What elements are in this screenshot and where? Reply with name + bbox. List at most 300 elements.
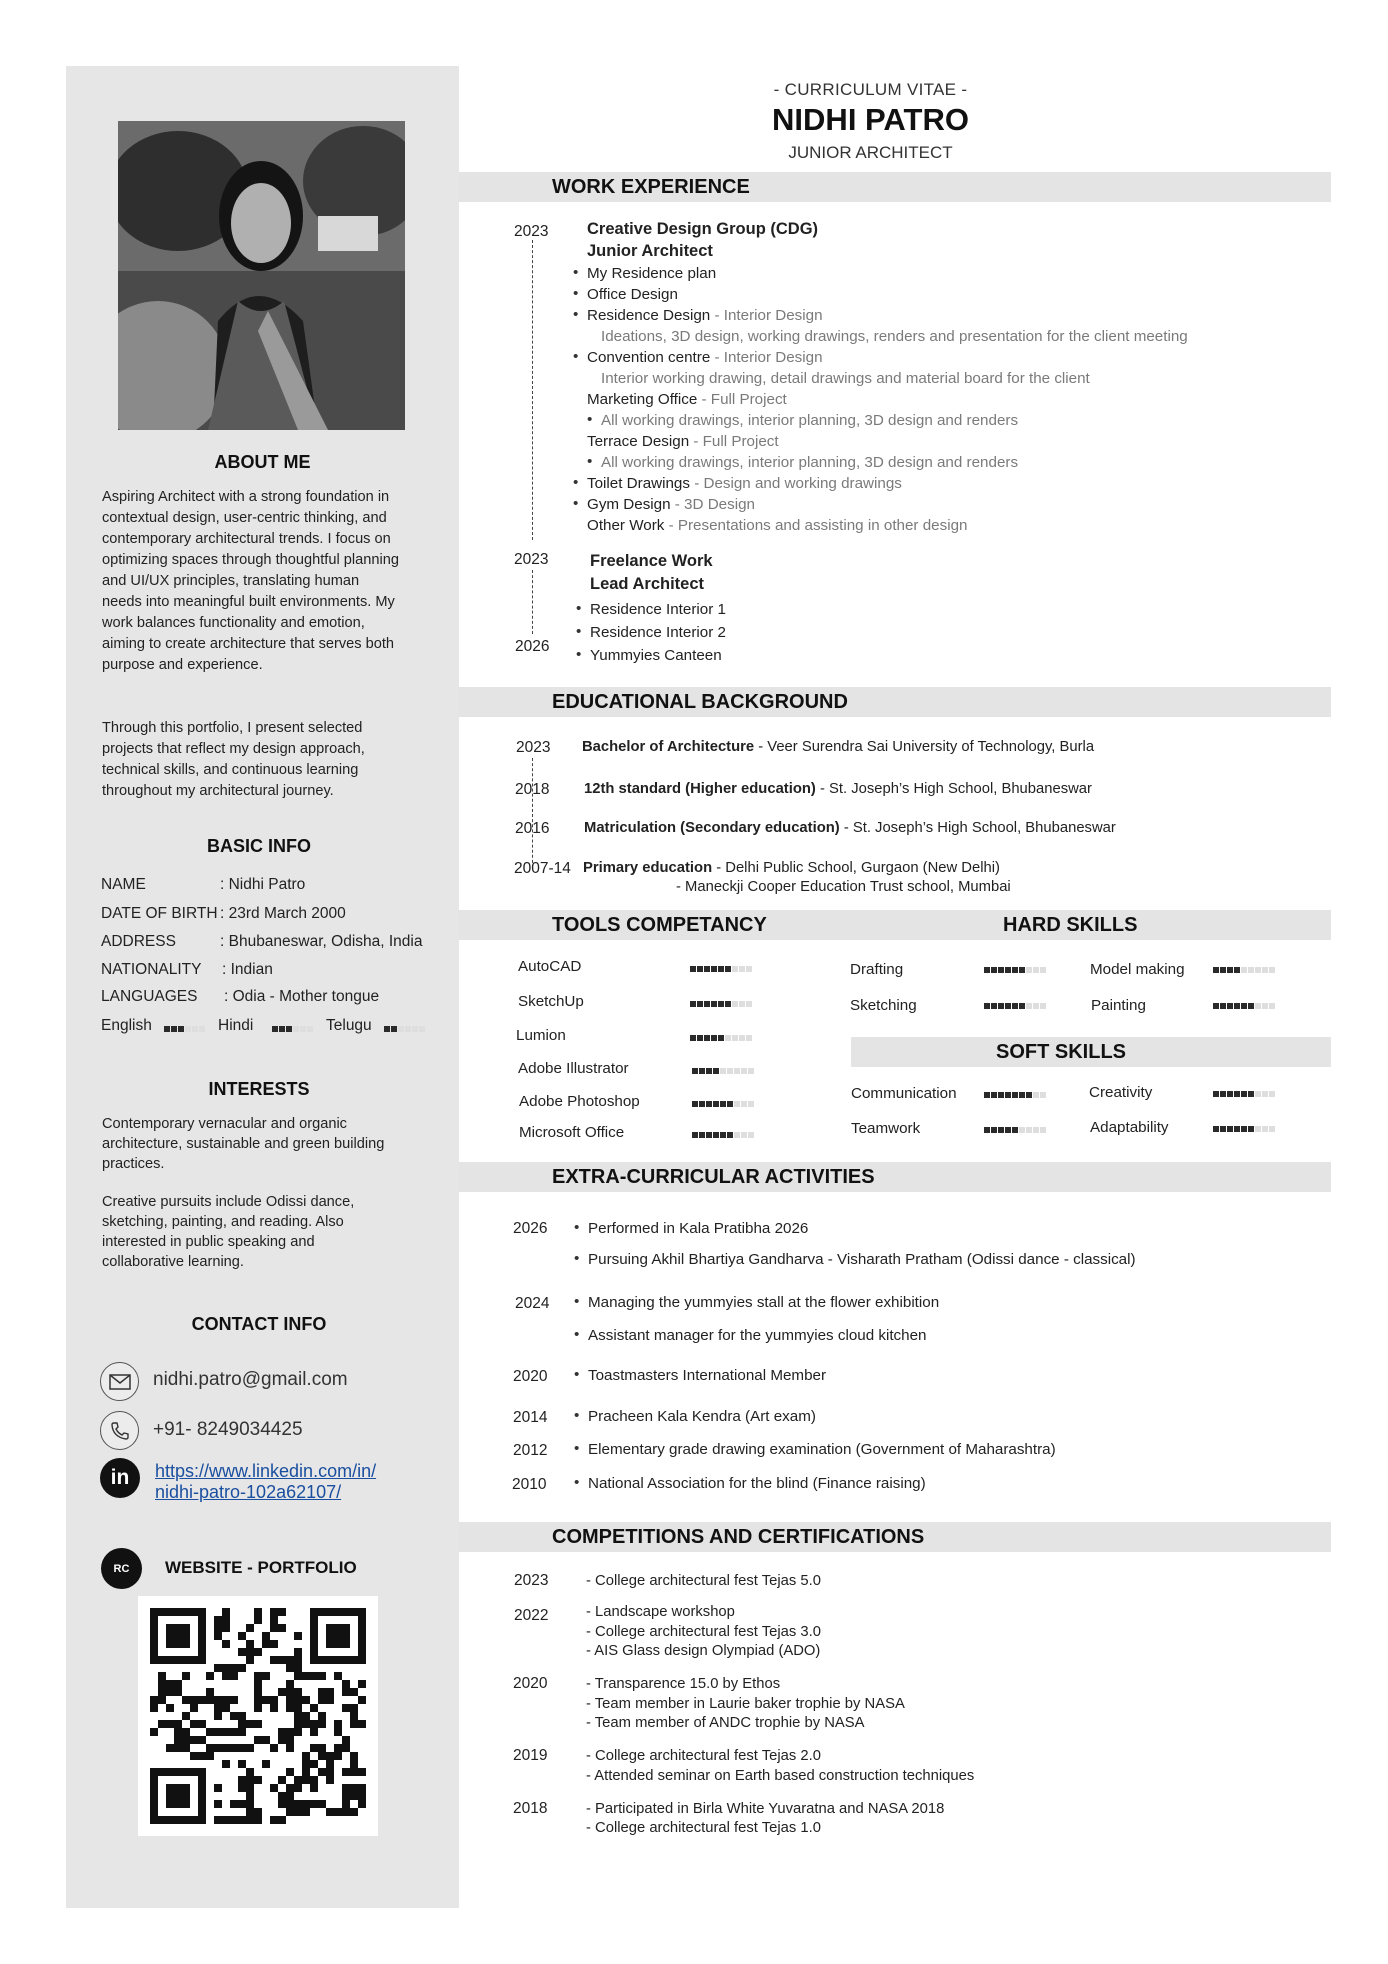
qr-module bbox=[350, 1712, 358, 1720]
qr-module bbox=[222, 1728, 230, 1736]
work-item bbox=[587, 496, 755, 513]
qr-module bbox=[166, 1744, 174, 1752]
qr-module bbox=[350, 1704, 358, 1712]
skill-bar-segment bbox=[1040, 967, 1046, 973]
candidate-role: JUNIOR ARCHITECT bbox=[788, 143, 953, 162]
qr-module bbox=[294, 1720, 302, 1728]
skill-bar-segment bbox=[1033, 967, 1039, 973]
skill-bar-segment bbox=[711, 1035, 717, 1041]
qr-module bbox=[262, 1640, 270, 1648]
qr-module bbox=[158, 1688, 166, 1696]
qr-module bbox=[342, 1792, 350, 1800]
tool-label: Adobe Illustrator bbox=[518, 1060, 629, 1077]
skill-bar-segment bbox=[419, 1026, 425, 1032]
skill-bar-segment bbox=[1012, 967, 1018, 973]
comp-line: - College architectural fest Tejas 1.0 bbox=[586, 1820, 821, 1836]
qr-module bbox=[254, 1816, 262, 1824]
qr-module bbox=[310, 1672, 318, 1680]
qr-module bbox=[286, 1680, 294, 1688]
skill-bar-segment bbox=[690, 1001, 696, 1007]
skill-bar-segment bbox=[1033, 1003, 1039, 1009]
qr-module bbox=[286, 1768, 294, 1776]
qr-module bbox=[262, 1696, 270, 1704]
qr-module bbox=[198, 1656, 206, 1664]
qr-module bbox=[286, 1808, 294, 1816]
qr-module bbox=[302, 1808, 310, 1816]
work-item-note: • All working drawings, interior planning, 3D design and renders bbox=[601, 412, 1018, 429]
skill-bar-segment bbox=[1220, 967, 1226, 973]
work-job2-year-start: 2023 bbox=[514, 551, 549, 568]
qr-module bbox=[254, 1736, 262, 1744]
extra-item: • Elementary grade drawing examination (Government of Maharashtra) bbox=[588, 1441, 1056, 1458]
qr-module bbox=[222, 1760, 230, 1768]
tool-bar bbox=[692, 1101, 755, 1107]
qr-module bbox=[150, 1728, 158, 1736]
qr-module bbox=[254, 1616, 262, 1624]
qr-module bbox=[238, 1816, 246, 1824]
basic-value-address: : Bhubaneswar, Odisha, India bbox=[220, 933, 423, 950]
qr-module bbox=[198, 1608, 206, 1616]
qr-module bbox=[342, 1800, 350, 1808]
edu-row bbox=[583, 860, 1000, 876]
skill-bar-segment bbox=[300, 1026, 306, 1032]
work-job2-company: Freelance Work bbox=[590, 552, 713, 570]
qr-module bbox=[246, 1784, 254, 1792]
qr-module bbox=[222, 1816, 230, 1824]
lang-hindi-bar bbox=[272, 1026, 314, 1032]
skill-bar-segment bbox=[1026, 967, 1032, 973]
extra-item: • Performed in Kala Pratibha 2026 bbox=[588, 1220, 808, 1237]
skill-bar-segment bbox=[984, 1092, 990, 1098]
comp-line: - Team member in Laurie baker trophie by NASA bbox=[586, 1696, 905, 1712]
skill-bar-segment bbox=[1227, 1091, 1233, 1097]
edu-institution: - Delhi Public School, Gurgaon (New Delhi) bbox=[712, 860, 1000, 876]
portfolio-qr-code[interactable] bbox=[138, 1596, 378, 1836]
skill-bar-segment bbox=[739, 1001, 745, 1007]
work-item bbox=[587, 349, 823, 366]
work-item bbox=[587, 265, 716, 282]
qr-module bbox=[150, 1616, 158, 1624]
skill-bar-segment bbox=[734, 1068, 740, 1074]
skill-bar-segment bbox=[746, 1035, 752, 1041]
skill-bar-segment bbox=[1227, 1126, 1233, 1132]
skill-bar-segment bbox=[1033, 1127, 1039, 1133]
qr-module bbox=[294, 1696, 302, 1704]
skill-bar-segment bbox=[706, 1068, 712, 1074]
hard-skill-bar bbox=[984, 967, 1047, 973]
hard-skill-label: Drafting bbox=[850, 961, 904, 978]
qr-module bbox=[302, 1760, 310, 1768]
skill-bar-segment bbox=[1213, 1091, 1219, 1097]
skill-bar-segment bbox=[991, 1127, 997, 1133]
qr-module bbox=[166, 1800, 174, 1808]
qr-module bbox=[150, 1800, 158, 1808]
qr-module bbox=[262, 1632, 270, 1640]
qr-module bbox=[206, 1744, 214, 1752]
qr-module bbox=[310, 1704, 318, 1712]
work-item: • Yummyies Canteen bbox=[590, 647, 722, 664]
qr-module bbox=[294, 1808, 302, 1816]
work-item-note: • All working drawings, interior planning, 3D design and renders bbox=[601, 454, 1018, 471]
skill-bar-segment bbox=[1248, 1003, 1254, 1009]
qr-module bbox=[182, 1768, 190, 1776]
qr-module bbox=[246, 1800, 254, 1808]
qr-module bbox=[342, 1656, 350, 1664]
qr-module bbox=[358, 1768, 366, 1776]
tools-title: TOOLS COMPETANCY bbox=[552, 914, 767, 936]
skill-bar-segment bbox=[727, 1101, 733, 1107]
work-item-main: Convention centre bbox=[587, 349, 711, 366]
skill-bar-segment bbox=[1040, 1127, 1046, 1133]
qr-module bbox=[182, 1624, 190, 1632]
qr-module bbox=[302, 1672, 310, 1680]
skill-bar-segment bbox=[1220, 1091, 1226, 1097]
qr-module bbox=[286, 1784, 294, 1792]
work-item-main: Gym Design bbox=[587, 496, 671, 513]
qr-module bbox=[310, 1720, 318, 1728]
qr-module bbox=[302, 1752, 310, 1760]
skill-bar-segment bbox=[1019, 1003, 1025, 1009]
skill-bar-segment bbox=[1255, 1126, 1261, 1132]
qr-module bbox=[310, 1608, 318, 1616]
skill-bar-segment bbox=[1248, 1091, 1254, 1097]
skill-bar-segment bbox=[1248, 1126, 1254, 1132]
qr-module bbox=[350, 1688, 358, 1696]
qr-module bbox=[214, 1712, 222, 1720]
skill-bar-segment bbox=[178, 1026, 184, 1032]
qr-module bbox=[190, 1696, 198, 1704]
edu-row bbox=[582, 739, 1094, 755]
qr-module bbox=[182, 1816, 190, 1824]
edu-degree: 12th standard (Higher education) bbox=[584, 781, 816, 797]
work-item bbox=[587, 391, 787, 408]
qr-module bbox=[174, 1656, 182, 1664]
qr-module bbox=[198, 1632, 206, 1640]
qr-module bbox=[198, 1784, 206, 1792]
work-item-main: Residence Design bbox=[587, 307, 711, 324]
qr-module bbox=[342, 1680, 350, 1688]
qr-module bbox=[326, 1624, 334, 1632]
skill-bar-segment bbox=[697, 1001, 703, 1007]
comp-line: - Attended seminar on Earth based construction techniques bbox=[586, 1768, 975, 1784]
qr-module bbox=[326, 1656, 334, 1664]
qr-module bbox=[158, 1720, 166, 1728]
edu-degree: Matriculation (Secondary education) bbox=[584, 820, 840, 836]
extra-curricular-title: EXTRA-CURRICULAR ACTIVITIES bbox=[552, 1166, 875, 1188]
skill-bar-segment bbox=[732, 1035, 738, 1041]
comp-line: - Landscape workshop bbox=[586, 1604, 735, 1620]
qr-module bbox=[294, 1648, 302, 1656]
qr-module bbox=[182, 1784, 190, 1792]
website-portfolio-label: WEBSITE - PORTFOLIO bbox=[165, 1558, 357, 1577]
skill-bar-segment bbox=[690, 1035, 696, 1041]
qr-module bbox=[326, 1776, 334, 1784]
basic-label-address: ADDRESS bbox=[101, 933, 176, 950]
qr-module bbox=[310, 1784, 318, 1792]
work-experience-header bbox=[459, 172, 1331, 202]
qr-module bbox=[278, 1776, 286, 1784]
qr-module bbox=[350, 1760, 358, 1768]
skill-bar-segment bbox=[1213, 967, 1219, 973]
qr-module bbox=[150, 1632, 158, 1640]
qr-module bbox=[326, 1608, 334, 1616]
skill-bar-segment bbox=[741, 1132, 747, 1138]
qr-module bbox=[270, 1816, 278, 1824]
qr-module bbox=[190, 1704, 198, 1712]
skill-bar-segment bbox=[734, 1101, 740, 1107]
qr-module bbox=[158, 1608, 166, 1616]
comp-year: 2020 bbox=[513, 1675, 548, 1692]
qr-module bbox=[326, 1760, 334, 1768]
tool-bar bbox=[692, 1068, 755, 1074]
qr-module bbox=[190, 1656, 198, 1664]
edu-degree: Bachelor of Architecture bbox=[582, 739, 755, 755]
skill-bar-segment bbox=[706, 1132, 712, 1138]
skill-bar-segment bbox=[1026, 1003, 1032, 1009]
qr-module bbox=[270, 1784, 278, 1792]
soft-skill-bar bbox=[1213, 1091, 1276, 1097]
qr-module bbox=[350, 1808, 358, 1816]
work-item-sub: - Full Project bbox=[697, 391, 787, 408]
skill-bar-segment bbox=[1220, 1003, 1226, 1009]
soft-skill-label: Teamwork bbox=[851, 1120, 921, 1137]
qr-module bbox=[214, 1664, 222, 1672]
qr-module bbox=[254, 1720, 262, 1728]
qr-module bbox=[222, 1664, 230, 1672]
skill-bar-segment bbox=[741, 1101, 747, 1107]
qr-module bbox=[310, 1776, 318, 1784]
qr-module bbox=[206, 1672, 214, 1680]
tool-label: Lumion bbox=[516, 1027, 566, 1044]
skill-bar-segment bbox=[1005, 1092, 1011, 1098]
qr-module bbox=[254, 1648, 262, 1656]
qr-module bbox=[166, 1768, 174, 1776]
extra-year: 2020 bbox=[513, 1368, 548, 1385]
soft-skill-bar bbox=[1213, 1126, 1276, 1132]
qr-module bbox=[286, 1736, 294, 1744]
qr-module bbox=[294, 1800, 302, 1808]
skill-bar-segment bbox=[1255, 967, 1261, 973]
skill-bar-segment bbox=[725, 966, 731, 972]
qr-module bbox=[214, 1816, 222, 1824]
qr-module bbox=[334, 1808, 342, 1816]
linkedin-link-line2[interactable]: nidhi-patro-102a62107/ bbox=[155, 1482, 342, 1502]
qr-module bbox=[158, 1672, 166, 1680]
qr-module bbox=[150, 1792, 158, 1800]
qr-module bbox=[246, 1640, 254, 1648]
skill-bar-segment bbox=[739, 966, 745, 972]
work-job1-company: Creative Design Group (CDG) bbox=[587, 220, 819, 238]
qr-module bbox=[150, 1640, 158, 1648]
qr-module bbox=[174, 1792, 182, 1800]
skill-bar-segment bbox=[1019, 967, 1025, 973]
qr-module bbox=[238, 1784, 246, 1792]
qr-module bbox=[150, 1808, 158, 1816]
qr-module bbox=[326, 1752, 334, 1760]
soft-skills-title: SOFT SKILLS bbox=[996, 1041, 1126, 1063]
work-timeline-line bbox=[532, 240, 533, 540]
skill-bar-segment bbox=[713, 1068, 719, 1074]
qr-module bbox=[238, 1728, 246, 1736]
email-text[interactable]: nidhi.patro@gmail.com bbox=[153, 1369, 348, 1390]
portfolio-logo-text: RC bbox=[113, 1562, 130, 1575]
qr-module bbox=[318, 1800, 326, 1808]
basic-label-languages: LANGUAGES bbox=[101, 988, 198, 1005]
qr-module bbox=[270, 1640, 278, 1648]
edu-institution: - St. Joseph’s High School, Bhubaneswar bbox=[815, 781, 1092, 797]
qr-module bbox=[310, 1760, 318, 1768]
qr-module bbox=[278, 1800, 286, 1808]
qr-module bbox=[254, 1688, 262, 1696]
skill-bar-segment bbox=[706, 1101, 712, 1107]
qr-module bbox=[358, 1800, 366, 1808]
qr-module bbox=[270, 1696, 278, 1704]
skill-bar-segment bbox=[1255, 1003, 1261, 1009]
qr-module bbox=[166, 1656, 174, 1664]
linkedin-link-line1[interactable]: https://www.linkedin.com/in/ bbox=[155, 1461, 377, 1481]
skill-bar-segment bbox=[748, 1101, 754, 1107]
skill-bar-segment bbox=[741, 1068, 747, 1074]
edu-year: 2016 bbox=[515, 820, 550, 837]
qr-module bbox=[198, 1776, 206, 1784]
extra-item: • Assistant manager for the yummyies cloud kitchen bbox=[588, 1327, 927, 1344]
qr-module bbox=[286, 1792, 294, 1800]
skill-bar-segment bbox=[1269, 1126, 1275, 1132]
work-item bbox=[587, 433, 779, 450]
qr-module bbox=[310, 1800, 318, 1808]
skill-bar-segment bbox=[1026, 1092, 1032, 1098]
tool-bar bbox=[690, 1035, 753, 1041]
competitions-title: COMPETITIONS AND CERTIFICATIONS bbox=[552, 1526, 925, 1548]
qr-module bbox=[358, 1608, 366, 1616]
qr-module bbox=[198, 1616, 206, 1624]
cv-label: - CURRICULUM VITAE - bbox=[773, 80, 968, 99]
qr-module bbox=[246, 1744, 254, 1752]
qr-module bbox=[214, 1632, 222, 1640]
skill-bar-segment bbox=[1241, 1091, 1247, 1097]
qr-module bbox=[254, 1672, 262, 1680]
skill-bar-segment bbox=[725, 1035, 731, 1041]
skill-bar-segment bbox=[998, 1092, 1004, 1098]
qr-module bbox=[358, 1624, 366, 1632]
phone-text[interactable]: +91- 8249034425 bbox=[153, 1419, 303, 1440]
work-item-sub: - Design and working drawings bbox=[689, 475, 902, 492]
qr-module bbox=[182, 1736, 190, 1744]
qr-module bbox=[198, 1808, 206, 1816]
tools-header bbox=[459, 910, 1331, 940]
qr-module bbox=[310, 1632, 318, 1640]
soft-skill-label: Adaptability bbox=[1090, 1119, 1169, 1136]
qr-module bbox=[230, 1816, 238, 1824]
qr-module bbox=[270, 1624, 278, 1632]
qr-module bbox=[206, 1728, 214, 1736]
skill-bar-segment bbox=[984, 1003, 990, 1009]
qr-module bbox=[182, 1608, 190, 1616]
skill-bar-segment bbox=[185, 1026, 191, 1032]
comp-year: 2022 bbox=[514, 1607, 549, 1624]
qr-module bbox=[166, 1792, 174, 1800]
qr-module bbox=[150, 1768, 158, 1776]
skill-bar-segment bbox=[720, 1132, 726, 1138]
work-timeline-line-2 bbox=[532, 570, 533, 634]
skill-bar-segment bbox=[704, 1001, 710, 1007]
skill-bar-segment bbox=[1033, 1092, 1039, 1098]
skill-bar-segment bbox=[711, 1001, 717, 1007]
skill-bar-segment bbox=[164, 1026, 170, 1032]
qr-module bbox=[302, 1712, 310, 1720]
qr-module bbox=[278, 1736, 286, 1744]
qr-module bbox=[230, 1664, 238, 1672]
hard-skill-bar bbox=[1213, 967, 1276, 973]
basic-value-dob: : 23rd March 2000 bbox=[220, 905, 346, 922]
qr-module bbox=[262, 1736, 270, 1744]
work-job2-role: Lead Architect bbox=[590, 575, 705, 593]
qr-module bbox=[174, 1624, 182, 1632]
soft-skill-bar bbox=[984, 1127, 1047, 1133]
qr-module bbox=[246, 1816, 254, 1824]
qr-module bbox=[230, 1800, 238, 1808]
qr-module bbox=[182, 1696, 190, 1704]
edu-year: 2007-14 bbox=[514, 860, 571, 877]
qr-module bbox=[318, 1720, 326, 1728]
comp-year: 2018 bbox=[513, 1800, 548, 1817]
lang-hindi-label: Hindi bbox=[218, 1017, 254, 1034]
qr-module bbox=[174, 1784, 182, 1792]
skill-bar-segment bbox=[398, 1026, 404, 1032]
skill-bar-segment bbox=[991, 967, 997, 973]
qr-module bbox=[182, 1672, 190, 1680]
qr-module bbox=[254, 1680, 262, 1688]
qr-module bbox=[182, 1800, 190, 1808]
extra-item: • National Association for the blind (Finance raising) bbox=[588, 1475, 926, 1492]
qr-module bbox=[286, 1728, 294, 1736]
qr-module bbox=[326, 1688, 334, 1696]
qr-module bbox=[166, 1632, 174, 1640]
extra-year: 2012 bbox=[513, 1442, 548, 1459]
basic-value-name: : Nidhi Patro bbox=[220, 876, 306, 893]
qr-module bbox=[174, 1800, 182, 1808]
skill-bar-segment bbox=[998, 1003, 1004, 1009]
skill-bar-segment bbox=[1005, 1003, 1011, 1009]
qr-module bbox=[342, 1744, 350, 1752]
tool-label: Adobe Photoshop bbox=[519, 1093, 640, 1110]
skill-bar-segment bbox=[1234, 1003, 1240, 1009]
skill-bar-segment bbox=[991, 1092, 997, 1098]
work-item-main: Toilet Drawings bbox=[587, 475, 690, 492]
extra-year: 2026 bbox=[513, 1220, 548, 1237]
interests-title: INTERESTS bbox=[208, 1079, 310, 1099]
qr-module bbox=[206, 1752, 214, 1760]
qr-module bbox=[262, 1760, 270, 1768]
tool-bar bbox=[690, 966, 753, 972]
skill-bar-segment bbox=[732, 1001, 738, 1007]
qr-module bbox=[222, 1624, 230, 1632]
skill-bar-segment bbox=[739, 1035, 745, 1041]
skill-bar-segment bbox=[746, 1001, 752, 1007]
qr-module bbox=[198, 1640, 206, 1648]
skill-bar-segment bbox=[720, 1101, 726, 1107]
qr-module bbox=[222, 1640, 230, 1648]
qr-module bbox=[198, 1696, 206, 1704]
qr-module bbox=[318, 1672, 326, 1680]
qr-module bbox=[350, 1768, 358, 1776]
skill-bar-segment bbox=[1040, 1003, 1046, 1009]
qr-module bbox=[286, 1696, 294, 1704]
qr-module bbox=[342, 1736, 350, 1744]
qr-module bbox=[150, 1624, 158, 1632]
skill-bar-segment bbox=[1234, 967, 1240, 973]
qr-module bbox=[270, 1608, 278, 1616]
